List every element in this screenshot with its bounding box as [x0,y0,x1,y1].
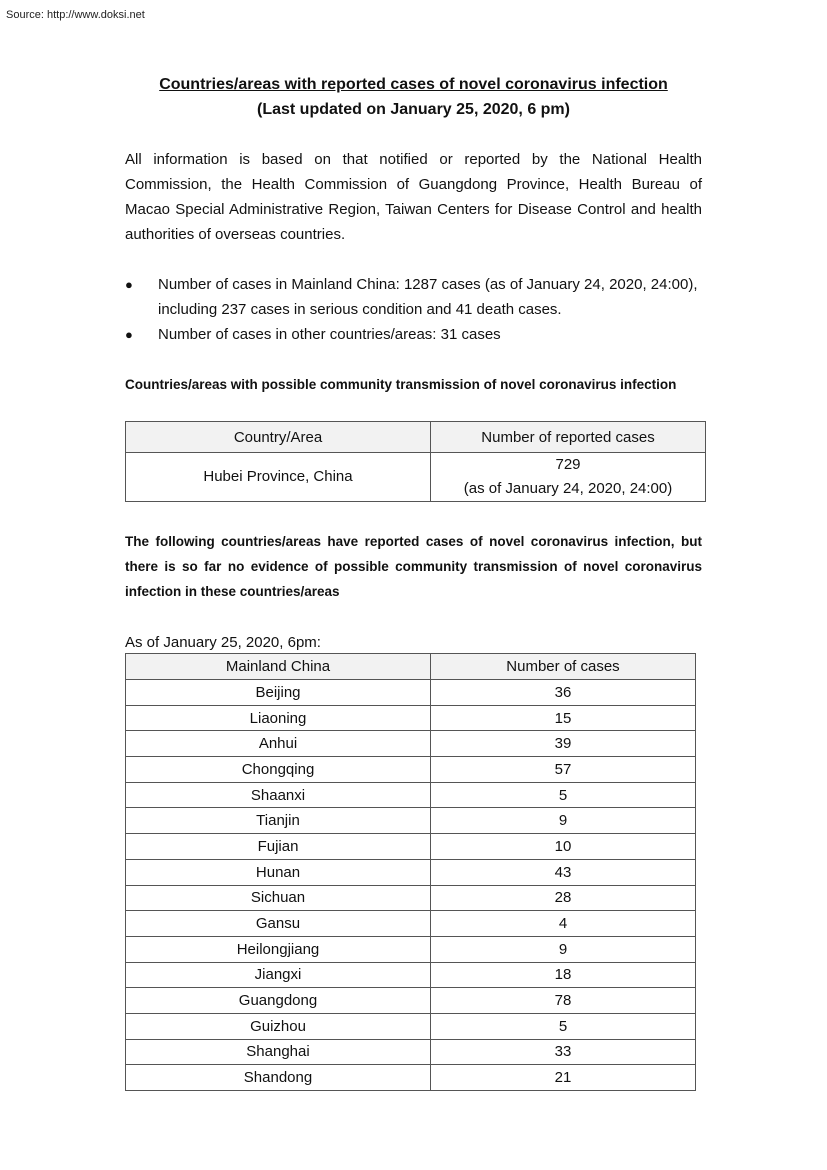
page-subtitle: (Last updated on January 25, 2020, 6 pm) [257,101,570,118]
table-row [126,757,696,783]
table-row [126,859,696,885]
table-row [126,1065,696,1091]
province-cell: Fujian [126,834,431,860]
table-row [126,988,696,1014]
cases-cell: 43 [431,859,696,885]
page-title: Countries/areas with reported cases of novel coronavirus infection [159,76,668,93]
province-cell: Heilongjiang [126,936,431,962]
area-cell: Hubei Province, China [126,453,431,502]
cases-cell: 78 [431,988,696,1014]
province-cell: Shandong [126,1065,431,1091]
no-evidence-heading: The following countries/areas have reported cases of novel coronavirus infection, but there is so far no evidence of possible community transmission of novel coronavirus infection in these countries/areas [125,534,702,599]
table-row [126,936,696,962]
cases-cell: 57 [431,757,696,783]
cases-cell: 4 [431,911,696,937]
table-header-row [126,654,696,680]
cases-cell: 21 [431,1065,696,1091]
table-row [126,885,696,911]
bullet-text: Number of cases in other countries/areas: 31 cases [158,326,501,343]
cases-cell: 15 [431,705,696,731]
bullet-text: Number of cases in Mainland China: 1287 cases (as of January 24, 2020, 24:00), including 237 cases in serious condition and 41 death cases. [158,276,698,318]
table-row [126,680,696,706]
as-of-label: As of January 25, 2020, 6pm: [125,634,321,651]
cases-cell: 28 [431,885,696,911]
cases-cell [431,453,706,502]
table-row [126,1013,696,1039]
province-cell: Chongqing [126,757,431,783]
summary-list [125,272,702,347]
table-row [126,453,706,502]
province-cell: Tianjin [126,808,431,834]
cases-value: 729 [555,456,581,473]
intro-paragraph: All information is based on that notified or reported by the National Health Commission, the Health Commission of Guangdong Province, Health Bureau of Macao Special Administrative Region, Taiwan Centers for Disease Control and health authorities of overseas countries. [125,151,702,243]
cases-cell: 33 [431,1039,696,1065]
table-row [126,834,696,860]
cases-cell: 5 [431,1013,696,1039]
cases-cell: 5 [431,782,696,808]
column-header: Country/Area [126,422,431,453]
province-cell: Liaoning [126,705,431,731]
column-header: Mainland China [126,654,431,680]
table-header-row [126,422,706,453]
table-row [126,782,696,808]
province-cell: Beijing [126,680,431,706]
community-heading: Countries/areas with possible community transmission of novel coronavirus infection [125,377,677,392]
source-url: Source: http://www.doksi.net [6,9,145,21]
list-item [125,272,702,322]
column-header: Number of reported cases [431,422,706,453]
province-cell: Guangdong [126,988,431,1014]
list-item [125,322,702,347]
table-row [126,731,696,757]
province-cell: Sichuan [126,885,431,911]
province-cell: Anhui [126,731,431,757]
province-cell: Shaanxi [126,782,431,808]
mainland-table [125,653,696,1091]
cases-cell: 39 [431,731,696,757]
table-row [126,705,696,731]
table-row [126,911,696,937]
province-cell: Shanghai [126,1039,431,1065]
bullet-icon: ● [125,277,133,292]
cases-cell: 10 [431,834,696,860]
province-cell: Hunan [126,859,431,885]
province-cell: Jiangxi [126,962,431,988]
table-row [126,808,696,834]
cases-note: (as of January 24, 2020, 24:00) [463,480,673,497]
cases-cell: 9 [431,808,696,834]
column-header: Number of cases [431,654,696,680]
table-row [126,962,696,988]
cases-cell: 36 [431,680,696,706]
cases-cell: 18 [431,962,696,988]
cases-cell: 9 [431,936,696,962]
province-cell: Guizhou [126,1013,431,1039]
community-table [125,421,706,502]
table-row [126,1039,696,1065]
province-cell: Gansu [126,911,431,937]
bullet-icon: ● [125,327,133,342]
